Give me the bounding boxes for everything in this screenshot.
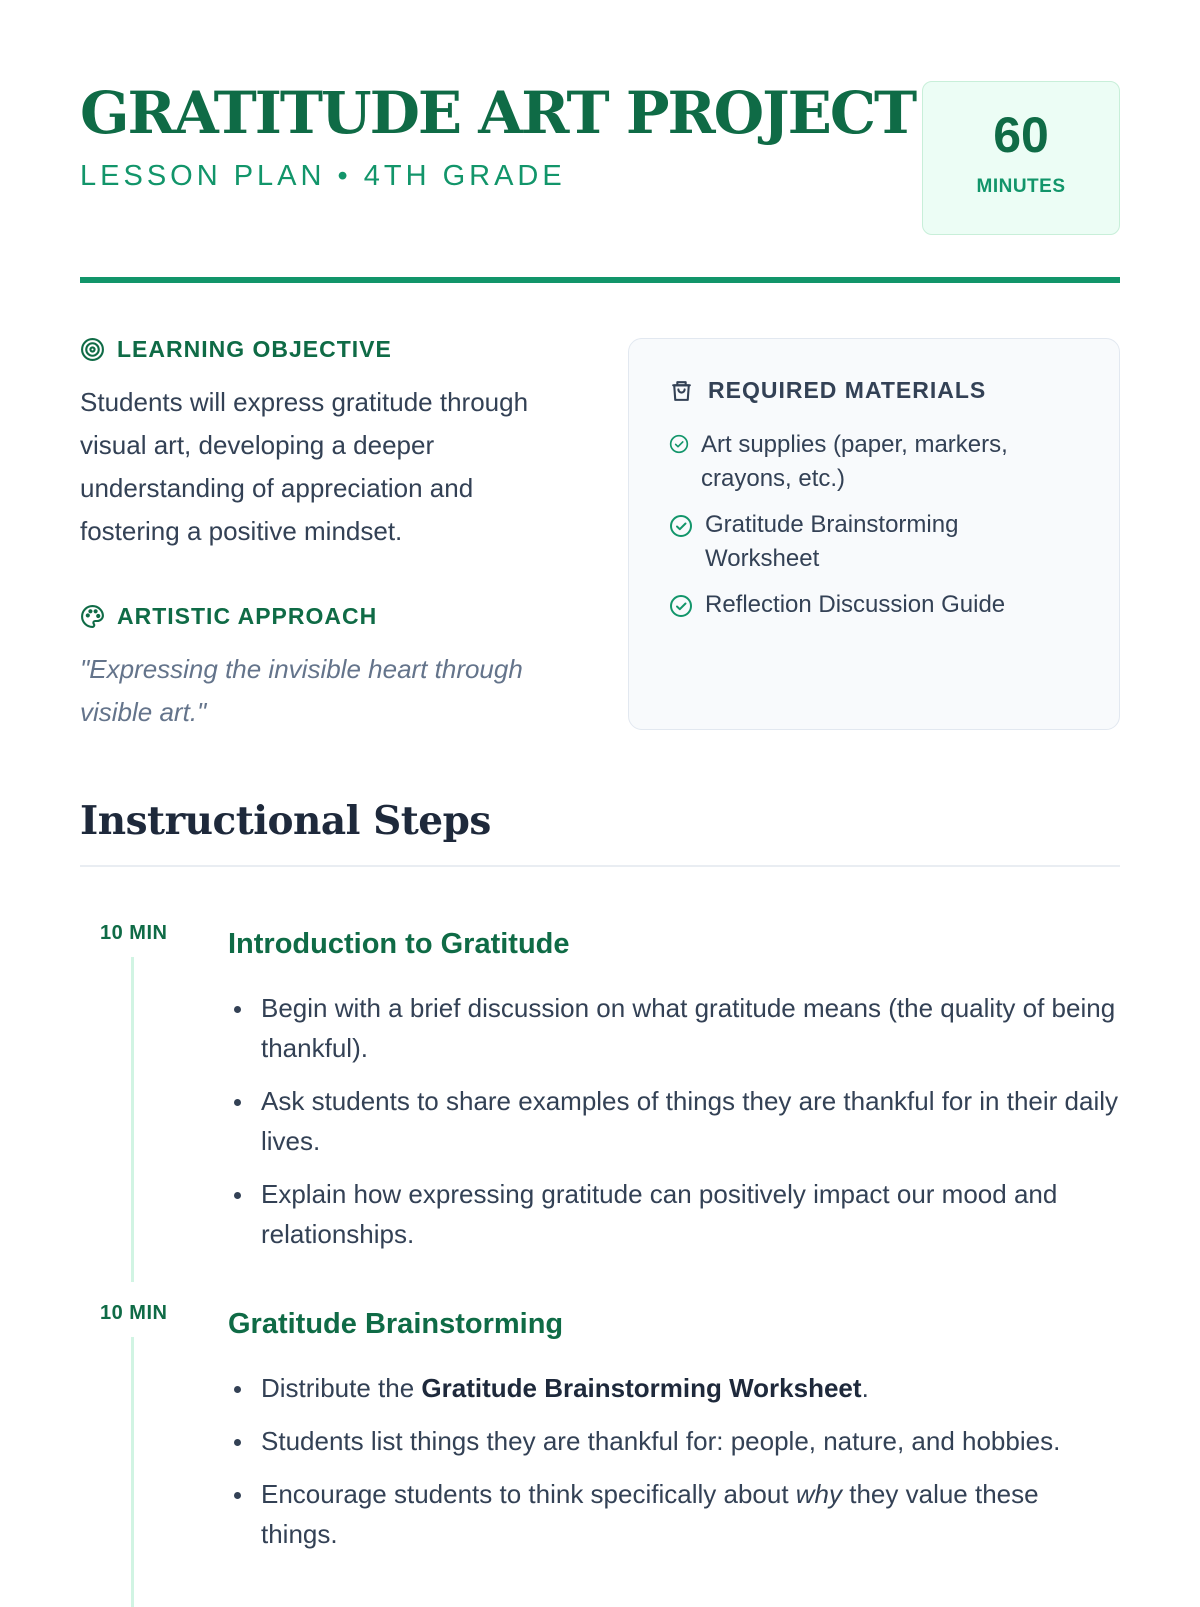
bullet-text: they value these things. <box>261 1479 1039 1549</box>
check-circle-icon <box>669 514 693 538</box>
step-bullet-list <box>228 1368 1120 1567</box>
page-title: GRATITUDE ART PROJECT <box>80 79 916 147</box>
material-item-text: Art supplies (paper, markers, crayons, etc.) <box>701 431 1008 492</box>
step-bullet: Explain how expressing gratitude can positively impact our mood and relationships. <box>228 1174 1120 1254</box>
objective-label: LEARNING OBJECTIVE <box>117 336 392 362</box>
materials-list <box>669 428 1079 622</box>
bullet-text: . <box>861 1373 869 1403</box>
materials-card <box>628 338 1120 730</box>
lesson-plan-page <box>80 0 1120 1549</box>
step-timeline-line <box>131 1337 134 1607</box>
material-item-text: Gratitude Brainstorming Worksheet <box>705 511 959 572</box>
emphasis-text: why <box>795 1479 843 1509</box>
material-item-text: Reflection Discussion Guide <box>705 591 1006 618</box>
bullet-text: Encourage students to think specifically about <box>261 1479 796 1509</box>
step-bullet: Ask students to share examples of things they are thankful for in their daily lives. <box>228 1081 1120 1161</box>
page-subtitle: LESSON PLAN • 4TH GRADE <box>80 160 566 192</box>
step-time: 10 MIN <box>100 1302 168 1324</box>
material-item <box>669 428 1079 496</box>
check-circle-icon <box>669 434 689 454</box>
step-title: Introduction to Gratitude <box>228 928 570 960</box>
page-header <box>80 0 1120 282</box>
shopping-bag-icon <box>669 378 694 403</box>
target-icon <box>80 337 105 362</box>
step-title: Gratitude Brainstorming <box>228 1308 564 1340</box>
approach-label: ARTISTIC APPROACH <box>117 603 378 629</box>
step-bullet: Begin with a brief discussion on what gratitude means (the quality of being thankful). <box>228 988 1120 1068</box>
duration-value: 60 <box>993 107 1049 163</box>
step-bullet <box>228 1368 1120 1408</box>
step-timeline-line <box>131 957 134 1282</box>
steps-divider <box>80 865 1120 867</box>
approach-heading <box>80 603 580 630</box>
overview-column <box>80 336 580 734</box>
step-bullet: Students list things they are thankful for: people, nature, and hobbies. <box>228 1421 1120 1461</box>
materials-label: REQUIRED MATERIALS <box>708 377 987 403</box>
header-divider <box>80 277 1120 283</box>
objective-text: Students will express gratitude through visual art, developing a deeper understanding of appreciation and fostering a positive mindset. <box>80 387 529 546</box>
material-item <box>669 508 1079 576</box>
steps-heading: Instructional Steps <box>80 798 491 844</box>
worksheet-name: Gratitude Brainstorming Worksheet <box>421 1373 862 1403</box>
duration-unit: MINUTES <box>976 176 1066 197</box>
approach-quote: "Expressing the invisible heart through visible art." <box>80 654 523 727</box>
materials-heading <box>669 377 1079 404</box>
bullet-text: Distribute the <box>261 1373 422 1403</box>
palette-icon <box>80 604 105 629</box>
step-time: 10 MIN <box>100 922 168 944</box>
objective-heading <box>80 336 580 363</box>
step-bullet-list <box>228 988 1120 1267</box>
step-bullet <box>228 1474 1120 1554</box>
duration-card <box>922 81 1120 235</box>
check-circle-icon <box>669 594 693 618</box>
material-item <box>669 588 1079 622</box>
